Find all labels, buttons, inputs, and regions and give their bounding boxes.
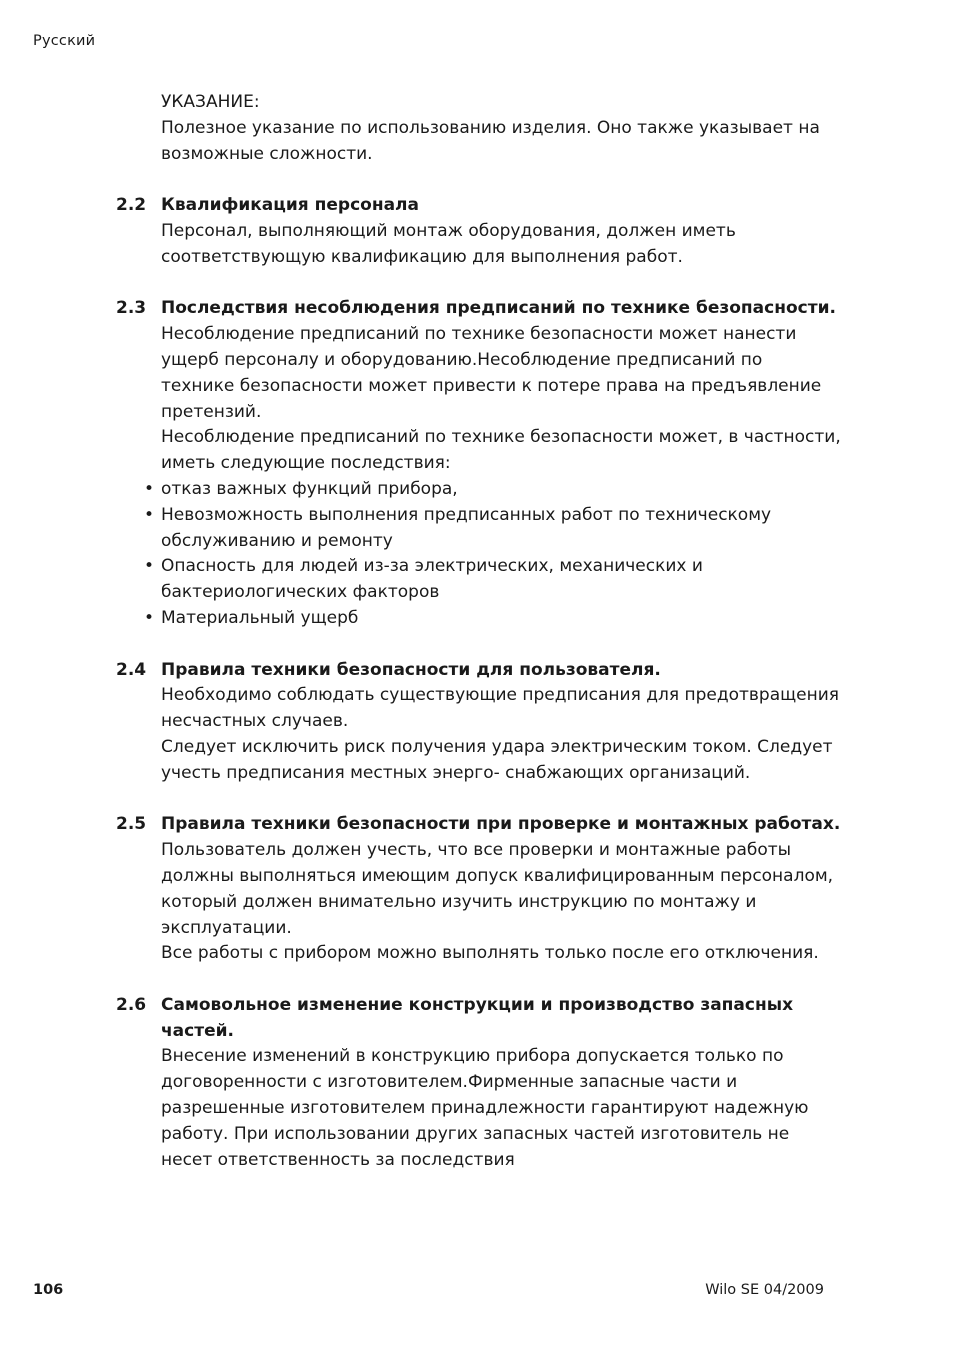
- section-paragraph: Пользователь должен учесть, что все проверки и монтажные работы должны выполняться имеющим допуск квалифицированным персоналом, который должен внимательно изучить инструкцию по монтажу и эксплуатации.: [161, 840, 834, 938]
- section-heading: [116, 812, 851, 838]
- section-paragraph: Необходимо соблюдать существующие предписания для предотвращения несчастных случаев.: [161, 685, 839, 732]
- section-body: [161, 838, 841, 967]
- section-heading: [116, 658, 851, 684]
- bullet-text: Материальный ущерб: [161, 607, 359, 628]
- section-body: [144, 322, 841, 632]
- section-2-2: [0, 193, 954, 270]
- section-paragraph: Все работы с прибором можно выполнять только после его отключения.: [161, 943, 819, 964]
- bullet-dot-icon: •: [144, 607, 155, 628]
- section-2-6: [0, 993, 954, 1174]
- bullet-dot-icon: •: [144, 478, 155, 499]
- note-label: УКАЗАНИЕ:: [161, 92, 260, 112]
- bullet-dot-icon: •: [144, 504, 155, 525]
- section-title: Последствия несоблюдения предписаний по технике безопасности.: [161, 298, 836, 319]
- section-title: Квалификация персонала: [161, 195, 419, 216]
- section-number: 2.5: [116, 814, 147, 835]
- section-paragraph: Персонал, выполняющий монтаж оборудования, должен иметь соответствующую квалификацию для выполнения работ.: [161, 220, 736, 267]
- language-label: Русский: [33, 33, 96, 49]
- section-heading: [116, 193, 851, 219]
- section-title: Правила техники безопасности для пользователя.: [161, 659, 661, 680]
- bullet-text: Опасность для людей из-за электрических, механических и бактериологических факторов: [161, 556, 703, 603]
- section-paragraph: Следует исключить риск получения удара электрическим током. Следует учесть предписания местных энерго- снабжающих организаций.: [161, 736, 833, 783]
- section-title: Самовольное изменение конструкции и производство запасных частей.: [161, 994, 794, 1041]
- page-number: 106: [33, 1282, 64, 1298]
- section-paragraph: Несоблюдение предписаний по технике безопасности может нанести ущерб персоналу и оборудованию.Несоблюдение предписаний по технике безопасности может привести к потере права на предъявление претензий.: [161, 324, 822, 422]
- section-paragraph: Несоблюдение предписаний по технике безопасности может, в частности, иметь следующие последствия:: [161, 427, 841, 474]
- section-body: [161, 219, 841, 271]
- bullet-text: отказ важных функций прибора,: [161, 478, 458, 499]
- bullet-item: [144, 477, 841, 503]
- section-number: 2.6: [116, 994, 147, 1015]
- section-heading: [116, 993, 851, 1045]
- section-number: 2.4: [116, 659, 147, 680]
- page-content: [0, 90, 954, 1173]
- bullet-text: Невозможность выполнения предписанных работ по техническому обслуживанию и ремонту: [161, 504, 772, 551]
- note-text: Полезное указание по использованию изделия. Оно также указывает на возможные сложности.: [161, 117, 820, 164]
- bullet-dot-icon: •: [144, 556, 155, 577]
- bullet-item: [144, 503, 841, 555]
- section-number: 2.3: [116, 298, 147, 319]
- bullet-list: [144, 477, 841, 632]
- section-body: [161, 1044, 841, 1173]
- section-heading: [116, 296, 851, 322]
- section-2-3: [0, 296, 954, 631]
- section-body: [161, 683, 841, 786]
- note-block: [161, 90, 841, 167]
- bullet-item: [144, 606, 841, 632]
- section-2-4: [0, 658, 954, 787]
- section-2-5: [0, 812, 954, 967]
- footer-brand: Wilo SE 04/2009: [705, 1282, 824, 1298]
- section-number: 2.2: [116, 195, 147, 216]
- section-title: Правила техники безопасности при проверке и монтажных работах.: [161, 814, 841, 835]
- section-paragraph: Внесение изменений в конструкцию прибора допускается только по договоренности с изготовителем.Фирменные запасные части и разрешенные изготовителем принадлежности гарантируют надежную работу. При использовании других запасных частей изготовитель не несет ответственность за последствия: [161, 1046, 809, 1170]
- sections-container: [0, 193, 954, 1173]
- bullet-item: [144, 554, 841, 606]
